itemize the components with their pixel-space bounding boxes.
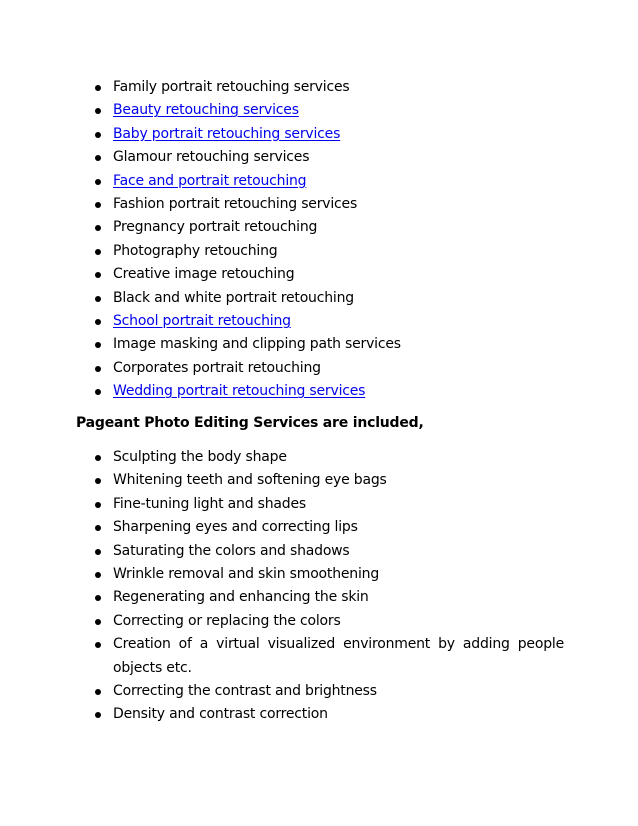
included-item-text: Correcting the contrast and brightness (113, 683, 377, 700)
bullet-dot-icon (95, 572, 101, 578)
included-item-text: Whitening teeth and softening eye bags (113, 472, 387, 489)
bullet-dot-icon (95, 319, 101, 325)
list-item (92, 586, 572, 609)
bullet-dot-icon (95, 595, 101, 601)
service-text: Fashion portrait retouching services (113, 196, 358, 213)
bullet-dot-icon (95, 132, 101, 138)
bullet-dot-icon (95, 342, 101, 348)
bullet-dot-icon (95, 455, 101, 461)
bullet-dot-icon (95, 549, 101, 555)
bullet-dot-icon (95, 108, 101, 114)
list-item (92, 193, 572, 216)
list-item (92, 493, 572, 516)
section-heading: Pageant Photo Editing Services are included, (76, 415, 424, 431)
service-link[interactable]: Face and portrait retouching (113, 172, 307, 189)
list-item (92, 123, 572, 146)
list-item (92, 216, 572, 239)
service-link[interactable]: Wedding portrait retouching services (113, 383, 366, 400)
list-item (92, 680, 572, 703)
bullet-dot-icon (95, 642, 101, 648)
bullet-dot-icon (95, 502, 101, 508)
list-item (92, 703, 572, 726)
list-item (92, 633, 572, 680)
service-text: Creative image retouching (113, 266, 295, 283)
bullet-dot-icon (95, 225, 101, 231)
list-item (92, 310, 572, 333)
list-item (92, 380, 572, 403)
bullet-dot-icon (95, 689, 101, 695)
service-text: Pregnancy portrait retouching (113, 219, 318, 236)
bullet-dot-icon (95, 366, 101, 372)
list-item (92, 516, 572, 539)
service-link[interactable]: Baby portrait retouching services (113, 125, 341, 142)
service-text: Photography retouching (113, 242, 278, 259)
service-text: Black and white portrait retouching (113, 289, 354, 306)
included-item-text: Saturating the colors and shadows (113, 542, 350, 559)
bullet-dot-icon (95, 619, 101, 625)
list-item (92, 610, 572, 633)
list-item (92, 333, 572, 356)
list-item (92, 263, 572, 286)
included-item-text: Sharpening eyes and correcting lips (113, 519, 358, 536)
bullet-dot-icon (95, 155, 101, 161)
list-item (92, 240, 572, 263)
bullet-dot-icon (95, 202, 101, 208)
included-item-text: Wrinkle removal and skin smoothening (113, 566, 380, 583)
bullet-dot-icon (95, 389, 101, 395)
list-item (92, 99, 572, 122)
bullet-dot-icon (95, 179, 101, 185)
list-item (92, 357, 572, 380)
list-item (92, 540, 572, 563)
bullet-dot-icon (95, 525, 101, 531)
service-link[interactable]: Beauty retouching services (113, 102, 299, 119)
service-text: Glamour retouching services (113, 149, 310, 166)
bullet-dot-icon (95, 296, 101, 302)
included-item-text: Creation of a virtual visualized environment by adding people objects etc. (113, 636, 564, 676)
service-text: Corporates portrait retouching (113, 359, 321, 376)
list-item (92, 146, 572, 169)
service-text: Family portrait retouching services (113, 79, 350, 95)
service-text: Image masking and clipping path services (113, 336, 401, 353)
list-item (92, 287, 572, 310)
list-item (92, 563, 572, 586)
bullet-dot-icon (95, 272, 101, 278)
bullet-dot-icon (95, 249, 101, 255)
bullet-dot-icon (95, 85, 101, 91)
included-item-text: Regenerating and enhancing the skin (113, 589, 369, 606)
list-item (92, 170, 572, 193)
included-item-text: Sculpting the body shape (113, 449, 287, 465)
included-item-text: Fine-tuning light and shades (113, 495, 307, 512)
retouching-services-list (92, 76, 572, 404)
bullet-dot-icon (95, 712, 101, 718)
bullet-dot-icon (95, 478, 101, 484)
included-item-text: Correcting or replacing the colors (113, 612, 341, 629)
list-item (92, 76, 572, 99)
service-link[interactable]: School portrait retouching (113, 313, 291, 330)
list-item (92, 469, 572, 492)
list-item (92, 446, 572, 469)
included-services-list (92, 446, 572, 727)
included-item-text: Density and contrast correction (113, 706, 328, 723)
